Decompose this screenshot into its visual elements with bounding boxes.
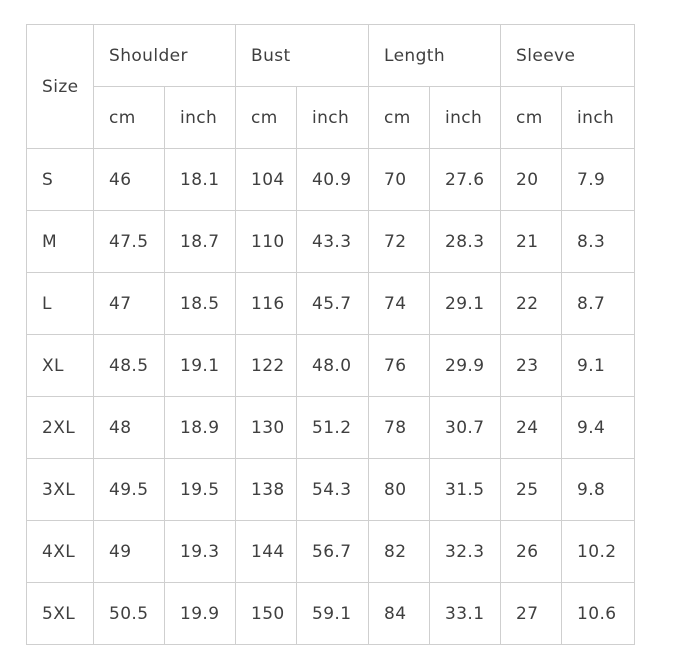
size-header: Size [27, 25, 94, 149]
measurement-cell: 8.7 [562, 273, 635, 335]
measurement-cell: 19.3 [165, 521, 236, 583]
measurement-cell: 82 [369, 521, 430, 583]
measurement-cell: 29.9 [430, 335, 501, 397]
measurement-cell: 18.5 [165, 273, 236, 335]
measurement-cell: 7.9 [562, 149, 635, 211]
unit-header: cm [501, 87, 562, 149]
measurement-cell: 116 [236, 273, 297, 335]
measurement-cell: 50.5 [94, 583, 165, 645]
header-unit-row [27, 87, 635, 149]
unit-header: cm [94, 87, 165, 149]
length-header: Length [369, 25, 501, 87]
measurement-cell: 33.1 [430, 583, 501, 645]
measurement-cell: 24 [501, 397, 562, 459]
measurement-cell: 47.5 [94, 211, 165, 273]
measurement-cell: 8.3 [562, 211, 635, 273]
measurement-cell: 48.5 [94, 335, 165, 397]
measurement-cell: 150 [236, 583, 297, 645]
measurement-cell: 26 [501, 521, 562, 583]
measurement-cell: 43.3 [297, 211, 369, 273]
size-label-cell: XL [27, 335, 94, 397]
measurement-cell: 45.7 [297, 273, 369, 335]
measurement-cell: 30.7 [430, 397, 501, 459]
measurement-cell: 54.3 [297, 459, 369, 521]
unit-header: inch [562, 87, 635, 149]
table-row [27, 273, 635, 335]
bust-header: Bust [236, 25, 369, 87]
size-label-cell: 3XL [27, 459, 94, 521]
measurement-cell: 49 [94, 521, 165, 583]
measurement-cell: 32.3 [430, 521, 501, 583]
size-label-cell: 2XL [27, 397, 94, 459]
unit-header: inch [165, 87, 236, 149]
table-row [27, 459, 635, 521]
measurement-cell: 130 [236, 397, 297, 459]
measurement-cell: 84 [369, 583, 430, 645]
measurement-cell: 72 [369, 211, 430, 273]
table-row [27, 335, 635, 397]
measurement-cell: 47 [94, 273, 165, 335]
measurement-cell: 23 [501, 335, 562, 397]
measurement-cell: 144 [236, 521, 297, 583]
measurement-cell: 19.5 [165, 459, 236, 521]
sleeve-header: Sleeve [501, 25, 635, 87]
measurement-cell: 10.2 [562, 521, 635, 583]
size-label-cell: M [27, 211, 94, 273]
measurement-cell: 19.9 [165, 583, 236, 645]
measurement-cell: 18.7 [165, 211, 236, 273]
measurement-cell: 78 [369, 397, 430, 459]
measurement-cell: 56.7 [297, 521, 369, 583]
measurement-cell: 70 [369, 149, 430, 211]
shoulder-header: Shoulder [94, 25, 236, 87]
measurement-cell: 9.1 [562, 335, 635, 397]
size-label-cell: 4XL [27, 521, 94, 583]
measurement-cell: 25 [501, 459, 562, 521]
measurement-cell: 80 [369, 459, 430, 521]
measurement-cell: 48.0 [297, 335, 369, 397]
measurement-cell: 110 [236, 211, 297, 273]
measurement-cell: 9.8 [562, 459, 635, 521]
measurement-cell: 29.1 [430, 273, 501, 335]
measurement-cell: 10.6 [562, 583, 635, 645]
unit-header: inch [430, 87, 501, 149]
table-body [27, 149, 635, 645]
measurement-cell: 28.3 [430, 211, 501, 273]
unit-header: cm [369, 87, 430, 149]
table-row [27, 211, 635, 273]
size-label-cell: S [27, 149, 94, 211]
size-chart-table [26, 24, 635, 645]
table-header [27, 25, 635, 149]
measurement-cell: 9.4 [562, 397, 635, 459]
measurement-cell: 104 [236, 149, 297, 211]
measurement-cell: 122 [236, 335, 297, 397]
measurement-cell: 138 [236, 459, 297, 521]
measurement-cell: 20 [501, 149, 562, 211]
measurement-cell: 18.1 [165, 149, 236, 211]
measurement-cell: 21 [501, 211, 562, 273]
measurement-cell: 74 [369, 273, 430, 335]
measurement-cell: 59.1 [297, 583, 369, 645]
header-group-row [27, 25, 635, 87]
measurement-cell: 31.5 [430, 459, 501, 521]
measurement-cell: 76 [369, 335, 430, 397]
measurement-cell: 46 [94, 149, 165, 211]
measurement-cell: 40.9 [297, 149, 369, 211]
table-row [27, 583, 635, 645]
measurement-cell: 27.6 [430, 149, 501, 211]
measurement-cell: 49.5 [94, 459, 165, 521]
size-label-cell: 5XL [27, 583, 94, 645]
unit-header: cm [236, 87, 297, 149]
table-row [27, 521, 635, 583]
unit-header: inch [297, 87, 369, 149]
measurement-cell: 51.2 [297, 397, 369, 459]
measurement-cell: 48 [94, 397, 165, 459]
measurement-cell: 22 [501, 273, 562, 335]
measurement-cell: 19.1 [165, 335, 236, 397]
table-row [27, 397, 635, 459]
size-label-cell: L [27, 273, 94, 335]
table-row [27, 149, 635, 211]
measurement-cell: 27 [501, 583, 562, 645]
measurement-cell: 18.9 [165, 397, 236, 459]
